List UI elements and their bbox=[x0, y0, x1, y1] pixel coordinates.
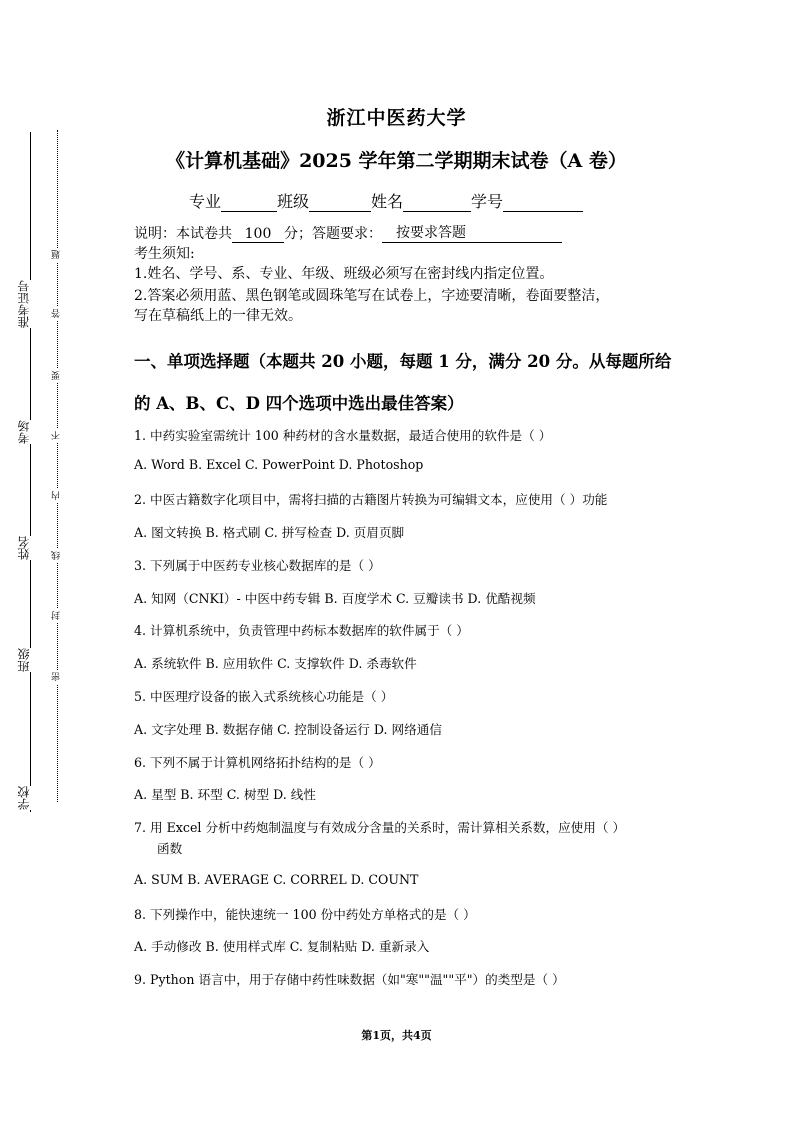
question-stem: 3. 下列属于中医药专业核心数据库的是（ ） bbox=[134, 558, 381, 573]
student-info-row bbox=[189, 189, 583, 212]
seal-dotted-line bbox=[57, 130, 58, 802]
exam-title: 《计算机基础》2025 学年第二学期期末试卷（A 卷） bbox=[166, 150, 627, 172]
question-options: A. 知网（CNKI）- 中医中药专辑 B. 百度学术 C. 豆瓣读书 D. 优酷视频 bbox=[134, 591, 536, 606]
major-label: 专业 bbox=[189, 192, 222, 211]
section-heading: 一、单项选择题（本题共 20 小题，每题 1 分，满分 20 分。从每题所给 bbox=[134, 352, 672, 371]
notice-item-2-cont: 写在草稿纸上的一律无效。 bbox=[134, 308, 302, 324]
seal-char: 线 bbox=[50, 549, 64, 563]
question-stem: 4. 计算机系统中，负责管理中药标本数据库的软件属于（ ） bbox=[134, 623, 469, 638]
section-heading-cont: 的 A、B、C、D 四个选项中选出最佳答案） bbox=[134, 394, 464, 413]
seal-char: 答 bbox=[50, 307, 64, 321]
question-stem: 9. Python 语言中，用于存储中药性味数据（如"寒""温""平"）的类型是（ ） bbox=[134, 972, 565, 987]
answer-requirement: 按要求答题 bbox=[382, 222, 562, 243]
question-stem-cont: 函数 bbox=[157, 841, 183, 856]
desc-score-unit: 分；答题要求： bbox=[284, 226, 382, 242]
question-options: A. 图文转换 B. 格式刷 C. 拼写检查 D. 页眉页脚 bbox=[134, 525, 405, 540]
seal-solid-line bbox=[30, 132, 31, 812]
question-stem: 5. 中医理疗设备的嵌入式系统核心功能是（ ） bbox=[134, 689, 394, 704]
class-label: 班级 bbox=[277, 192, 310, 211]
major-blank[interactable] bbox=[221, 193, 277, 212]
question-options: A. 系统软件 B. 应用软件 C. 支撑软件 D. 杀毒软件 bbox=[134, 656, 417, 671]
seal-char: 要 bbox=[50, 369, 64, 383]
question-stem: 2. 中医古籍数字化项目中，需将扫描的古籍图片转换为可编辑文本，应使用（ ）功能 bbox=[134, 492, 608, 507]
notice-title: 考生须知: bbox=[134, 246, 195, 262]
question-options: A. Word B. Excel C. PowerPoint D. Photoshop bbox=[134, 457, 424, 472]
seal-char: 题 bbox=[50, 248, 64, 262]
question-options: A. 手动修改 B. 使用样式库 C. 复制粘贴 D. 重新录入 bbox=[134, 939, 430, 954]
student-id-blank[interactable] bbox=[503, 193, 583, 212]
seal-char: 内 bbox=[50, 489, 64, 503]
seal-label-school: 学校 bbox=[14, 786, 36, 810]
question-stem: 1. 中药实验室需统计 100 种药材的含水量数据，最适合使用的软件是（ ） bbox=[134, 428, 552, 443]
total-score: 100 bbox=[232, 226, 284, 243]
seal-char: 不 bbox=[50, 429, 64, 443]
question-stem: 8. 下列操作中，能快速统一 100 份中药处方单格式的是（ ） bbox=[134, 907, 476, 922]
notice-item-2: 2.答案必须用蓝、黑色钢笔或圆珠笔写在试卷上，字迹要清晰，卷面要整洁， bbox=[134, 288, 610, 304]
seal-label-name: 姓名 bbox=[14, 536, 36, 560]
name-blank[interactable] bbox=[403, 193, 471, 212]
question-options: A. 文字处理 B. 数据存储 C. 控制设备运行 D. 网络通信 bbox=[134, 722, 442, 737]
seal-label-exam-room: 考场 bbox=[14, 420, 36, 444]
exam-description bbox=[134, 222, 562, 243]
desc-prefix: 说明：本试卷共 bbox=[134, 226, 232, 242]
question-stem: 7. 用 Excel 分析中药炮制温度与有效成分含量的关系时，需计算相关系数，应使用（ ） bbox=[134, 820, 626, 835]
question-options: A. SUM B. AVERAGE C. CORREL D. COUNT bbox=[134, 872, 419, 887]
seal-char: 密 bbox=[50, 670, 64, 684]
name-label: 姓名 bbox=[371, 192, 404, 211]
seal-label-class: 班级 bbox=[14, 648, 36, 672]
question-options: A. 星型 B. 环型 C. 树型 D. 线性 bbox=[134, 787, 316, 802]
seal-char: 封 bbox=[50, 609, 64, 623]
university-title: 浙江中医药大学 bbox=[326, 107, 467, 129]
class-blank[interactable] bbox=[309, 193, 371, 212]
question-stem: 6. 下列不属于计算机网络拓扑结构的是（ ） bbox=[134, 755, 381, 770]
student-id-label: 学号 bbox=[471, 192, 504, 211]
notice-item-1: 1.姓名、学号、系、专业、年级、班级必须写在密封线内指定位置。 bbox=[134, 266, 554, 282]
seal-label-exam-number: 准考证号 bbox=[14, 280, 36, 328]
page-number: 第1页，共4页 bbox=[361, 1029, 432, 1042]
